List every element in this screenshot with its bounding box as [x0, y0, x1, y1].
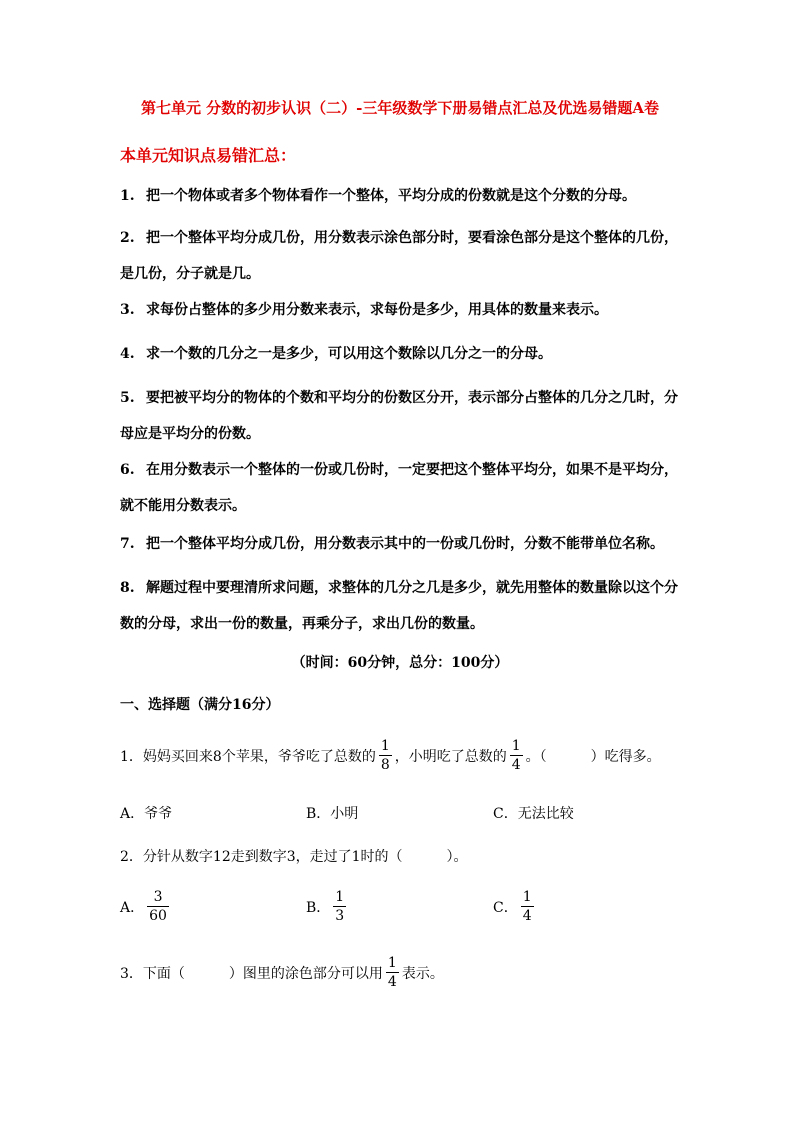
fraction-denominator: 3 — [335, 908, 345, 924]
fraction — [510, 738, 523, 773]
question-text: 。（ — [525, 748, 547, 765]
point-number: 4. — [120, 346, 135, 362]
exam-info: （时间：60分钟，总分：100分） — [291, 655, 509, 671]
point-item — [120, 220, 685, 292]
fraction-denominator: 4 — [511, 757, 521, 773]
fraction-numerator: 1 — [380, 738, 390, 754]
section-title: 一、选择题（满分16分） — [120, 697, 280, 713]
point-number: 7. — [120, 536, 135, 552]
fraction-numerator: 1 — [387, 955, 397, 971]
point-item — [120, 380, 685, 452]
summary-heading: 本单元知识点易错汇总： — [120, 146, 297, 165]
point-text: 把一个整体平均分成几份，用分数表示其中的一份或几份时，分数不能带单位名称。 — [146, 536, 664, 552]
option-c[interactable]: C．无法比较 — [493, 806, 574, 822]
fraction — [333, 889, 346, 924]
fraction-numerator: 1 — [511, 738, 521, 754]
fraction-numerator: 1 — [522, 889, 532, 905]
option-a[interactable]: A．爷爷 — [120, 806, 173, 822]
option-label: B． — [306, 899, 331, 916]
point-number: 2. — [120, 230, 135, 246]
option-label: C． — [493, 899, 518, 916]
fraction — [379, 738, 392, 773]
fraction — [147, 889, 169, 924]
point-item — [120, 178, 685, 214]
point-text: 在用分数表示一个整体的一份或几份时，一定要把这个整体平均分，如果不是平均分，就不能用分数表示。 — [120, 462, 678, 514]
point-item — [120, 336, 685, 372]
point-number: 5. — [120, 390, 135, 406]
fraction — [521, 889, 534, 924]
question-1 — [120, 738, 661, 773]
point-number: 6. — [120, 462, 135, 478]
fraction-numerator: 3 — [153, 889, 163, 905]
fraction-denominator: 4 — [387, 974, 397, 990]
option-b[interactable] — [306, 889, 349, 924]
point-number: 8. — [120, 580, 135, 596]
question-2 — [120, 846, 468, 866]
point-item — [120, 570, 685, 642]
question-3 — [120, 955, 444, 990]
question-text: 2．分针从数字12走到数字3，走过了1时的（ — [120, 849, 403, 865]
fraction-denominator: 60 — [149, 908, 167, 924]
question-text: ，小明吃了总数的 — [394, 748, 507, 765]
point-text: 求一个数的几分之一是多少，可以用这个数除以几分之一的分母。 — [146, 346, 552, 362]
fraction — [386, 955, 399, 990]
option-b[interactable]: B．小明 — [306, 806, 359, 822]
question-text: 表示。 — [401, 965, 444, 982]
option-c[interactable] — [493, 889, 537, 924]
point-number: 1. — [120, 188, 135, 204]
question-text: ）图里的涂色部分可以用 — [228, 965, 383, 982]
point-number: 3. — [120, 302, 135, 318]
fraction-denominator: 8 — [380, 757, 390, 773]
question-text: ）吃得多。 — [590, 748, 661, 765]
option-a[interactable] — [120, 889, 172, 924]
question-text: 1．妈妈买回来8个苹果，爷爷吃了总数的 — [120, 748, 376, 765]
point-item — [120, 452, 685, 524]
question-text: 3．下面（ — [120, 965, 185, 982]
option-label: A． — [120, 899, 145, 916]
point-text: 求每份占整体的多少用分数来表示，求每份是多少，用具体的数量来表示。 — [146, 302, 608, 318]
page-title: 第七单元 分数的初步认识（二）-三年级数学下册易错点汇总及优选易错题A卷 — [140, 99, 660, 117]
point-item — [120, 292, 685, 328]
point-text: 要把被平均分的物体的个数和平均分的份数区分开，表示部分占整体的几分之几时，分母应是平均分的份数。 — [120, 390, 678, 442]
fraction-numerator: 1 — [335, 889, 345, 905]
fraction-denominator: 4 — [522, 908, 532, 924]
question-text: ）。 — [446, 849, 468, 865]
point-text: 解题过程中要理清所求问题，求整体的几分之几是多少，就先用整体的数量除以这个分数的分母，求出一份的数量，再乘分子，求出几份的数量。 — [120, 580, 678, 632]
point-text: 把一个物体或者多个物体看作一个整体，平均分成的份数就是这个分数的分母。 — [146, 188, 636, 204]
point-text: 把一个整体平均分成几份，用分数表示涂色部分时，要看涂色部分是这个整体的几份，是几份，分子就是几。 — [120, 230, 678, 282]
point-item — [120, 526, 685, 562]
